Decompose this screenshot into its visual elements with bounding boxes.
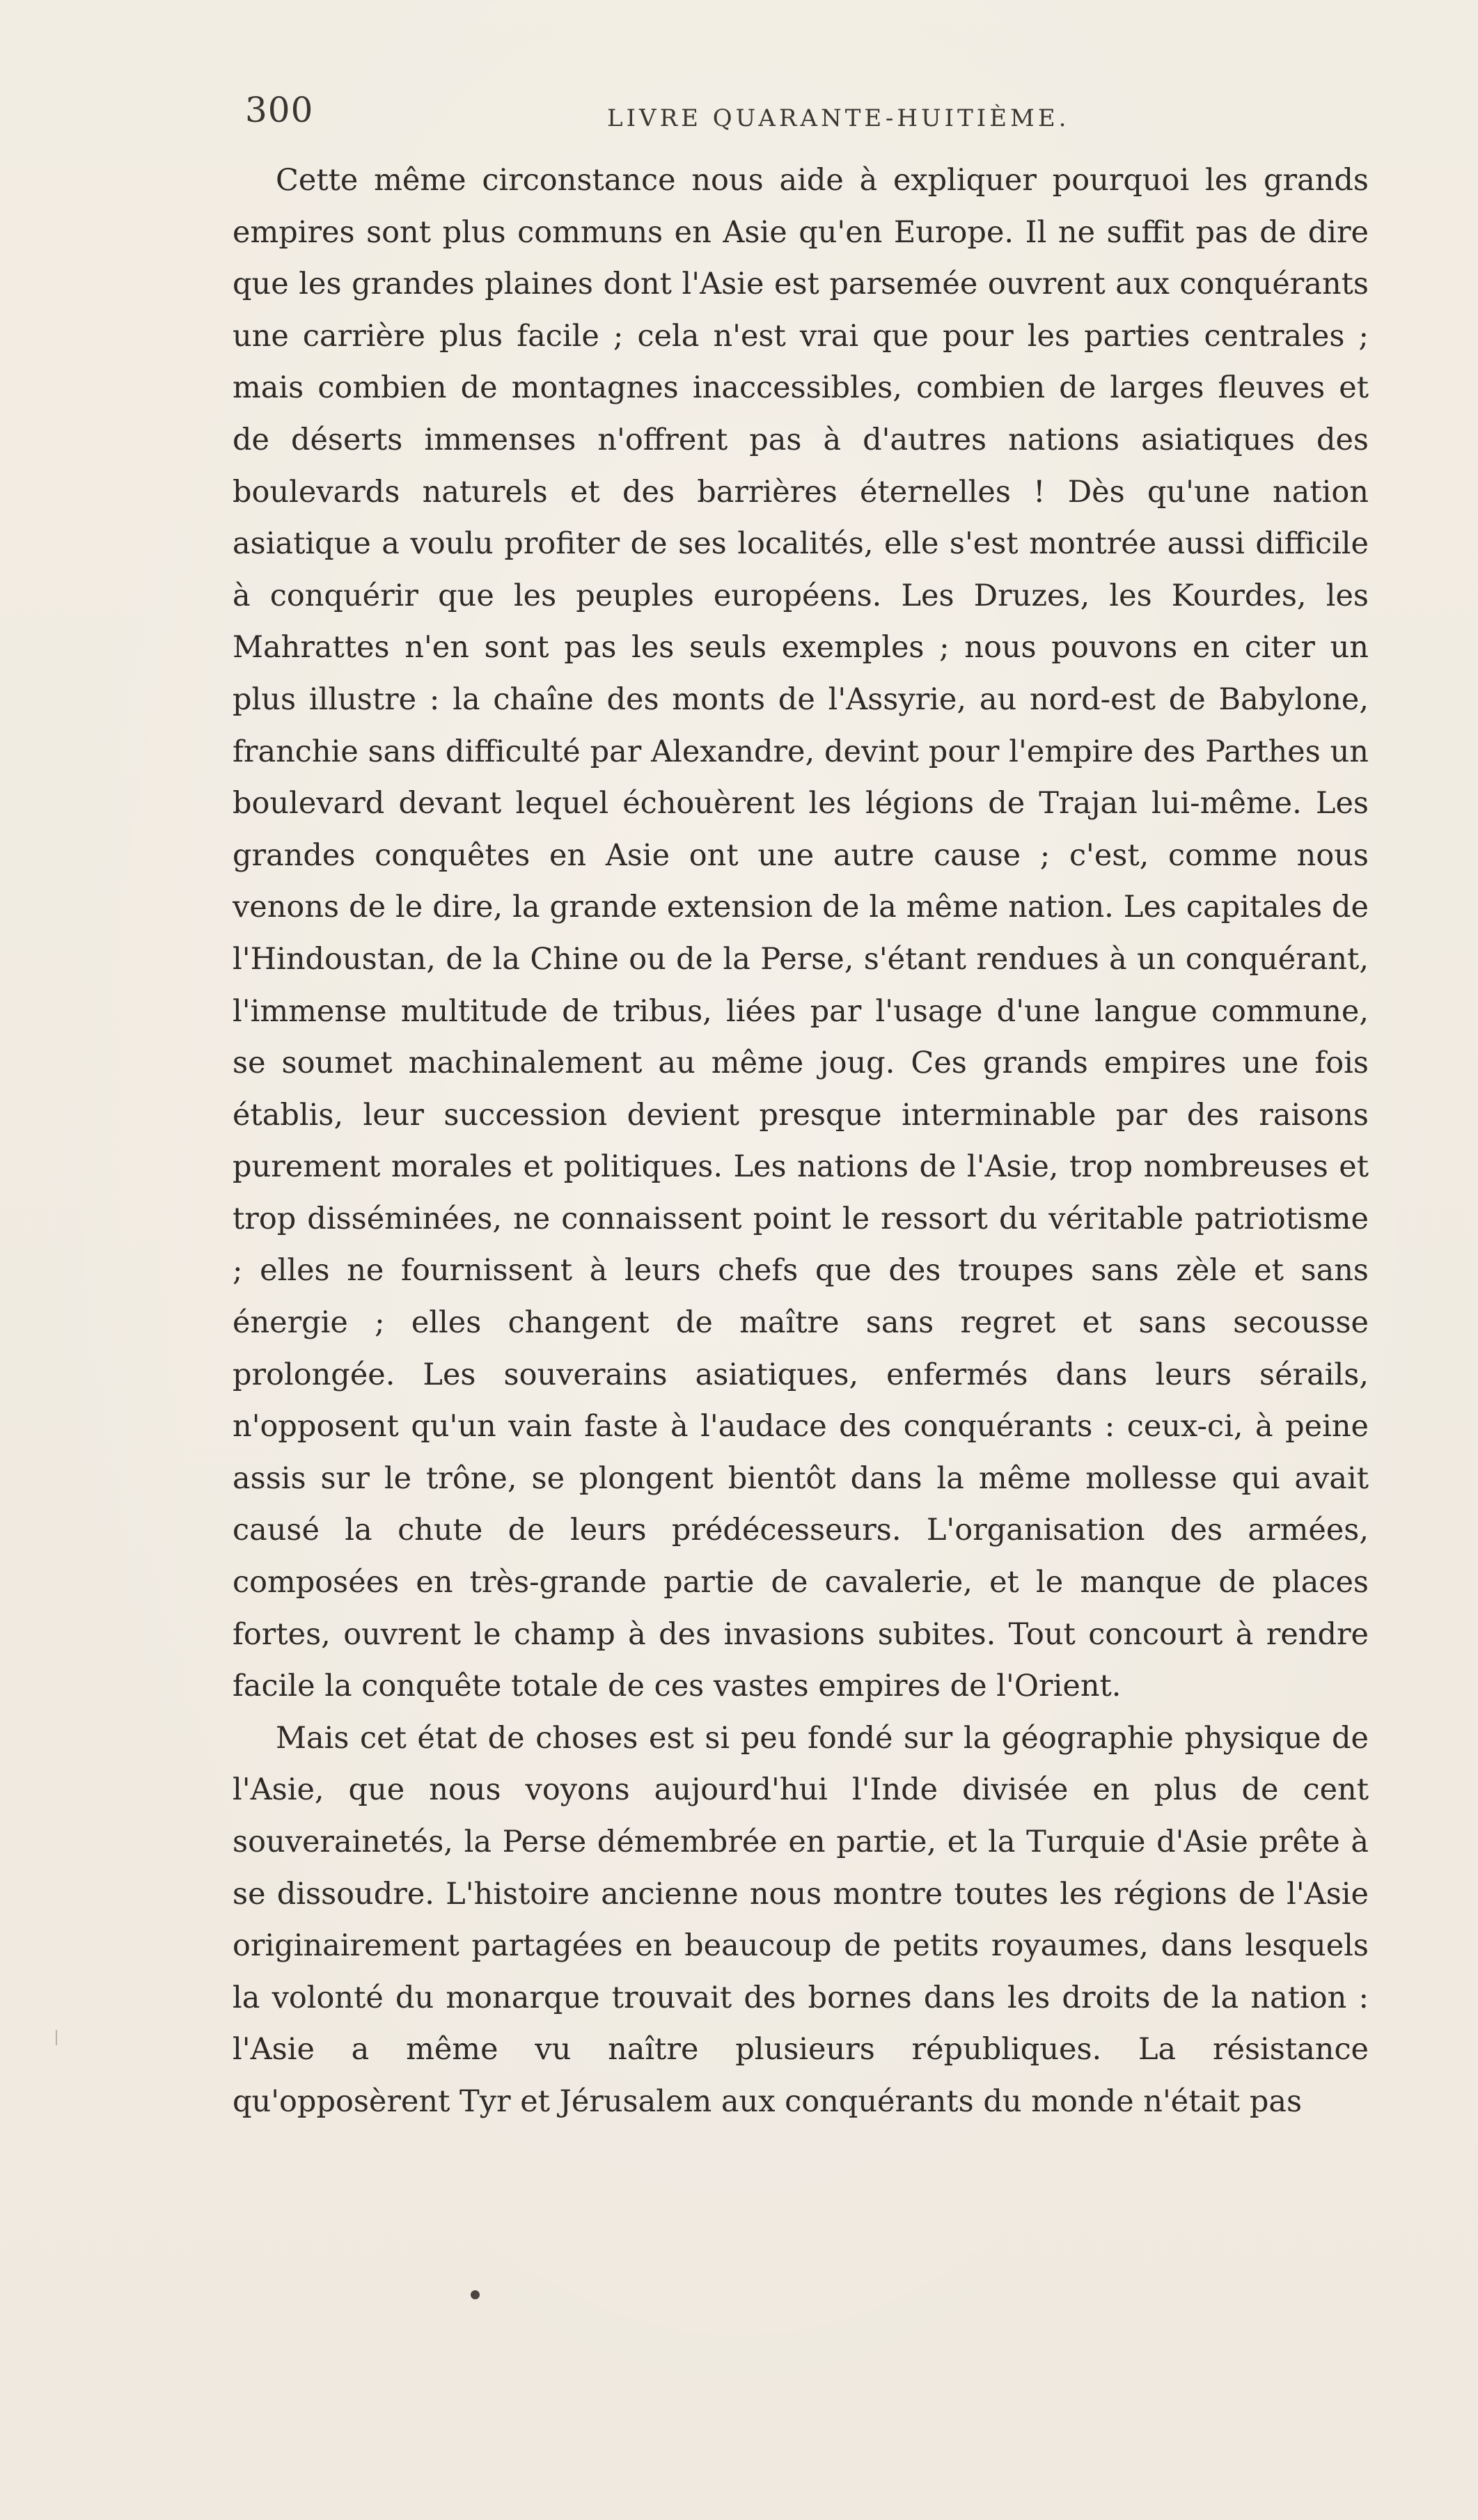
body-text xyxy=(233,155,1369,2128)
paragraph: Mais cet état de choses est si peu fondé sur la géographie physique de l'Asie, que nous voyons aujourd'hui l'Inde divisée en plus de cent souverainetés, la Perse démembrée en partie, et la Turquie d'Asie prête à se dissoudre. L'histoire ancienne nous montre toutes les régions de l'Asie originairement partagées en beaucoup de petits royaumes, dans lesquels la volonté du monarque trouvait des bornes dans les droits de la nation : l'Asie a même vu naître plusieurs républiques. La résistance qu'opposèrent Tyr et Jérusalem aux conquérants du monde n'était pas xyxy=(233,1720,1369,2119)
page-header xyxy=(245,89,1241,138)
page-number: 300 xyxy=(245,90,314,130)
paragraph: Cette même circonstance nous aide à expliquer pourquoi les grands empires sont plus communs en Asie qu'en Europe. Il ne suffit pas de dire que les grandes plaines dont l'Asie est parsemée ouvrent aux conquérants une carrière plus facile ; cela n'est vrai que pour les parties centrales ; mais combien de montagnes inaccessibles, combien de larges fleuves et de déserts immenses n'offrent pas à d'autres nations asiatiques des boulevards naturels et des barrières éternelles ! Dès qu'une nation asiatique a voulu profiter de ses localités, elle s'est montrée aussi difficile à conquérir que les peuples européens. Les Druzes, les Kourdes, les Mahrattes n'en sont pas les seuls exemples ; nous pouvons en citer un plus illustre : la chaîne des monts de l'Assyrie, au nord-est de Babylone, franchie sans difficulté par Alexandre, devint pour l'empire des Parthes un boulevard devant lequel échouèrent les légions de Trajan lui-même. Les grandes conquêtes en Asie ont une autre cause ; c'est, comme nous venons de le dire, la grande extension de la même nation. Les capitales de l'Hindoustan, de la Chine ou de la Perse, s'étant rendues à un conquérant, l'immense multitude de tribus, liées par l'usage d'une langue commune, se soumet machinalement au même joug. Ces grands empires une fois établis, leur succession devient presque interminable par des raisons purement morales et politiques. Les nations de l'Asie, trop nombreuses et trop disséminées, ne connaissent point le ressort du véritable patriotisme ; elles ne fournissent à leurs chefs que des troupes sans zèle et sans énergie ; elles changent de maître sans regret et sans secousse prolongée. Les souverains asiatiques, enfermés dans leurs sérails, n'opposent qu'un vain faste à l'audace des conquérants : ceux-ci, à peine assis sur le trône, se plongent bientôt dans la même mollesse qui avait causé la chute de leurs prédécesseurs. L'organisation des armées, composées en très-grande partie de cavalerie, et le manque de places fortes, ouvrent le champ à des invasions subites. Tout concourt à rendre facile la conquête totale de ces vastes empires de l'Orient. xyxy=(233,163,1369,1704)
ink-speck xyxy=(471,2290,480,2299)
margin-mark xyxy=(56,2030,57,2045)
running-head: LIVRE QUARANTE-HUITIÈME. xyxy=(607,104,1070,132)
